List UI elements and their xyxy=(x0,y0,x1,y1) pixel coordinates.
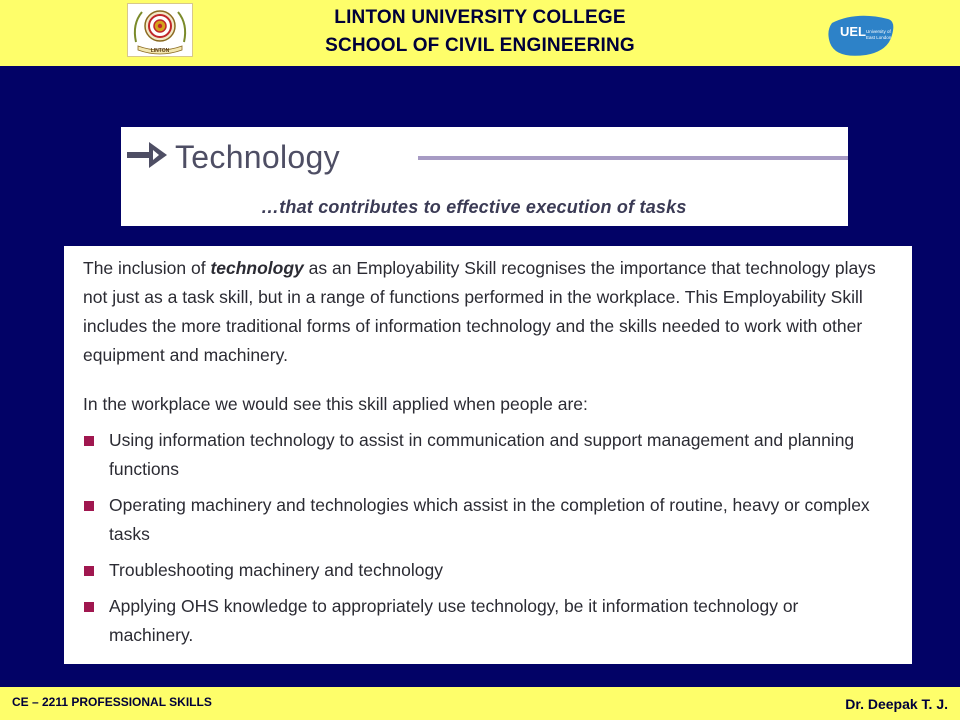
list-item xyxy=(83,491,883,549)
school-title: SCHOOL OF CIVIL ENGINEERING xyxy=(325,35,635,56)
footer-bar xyxy=(0,687,960,720)
arrow-icon xyxy=(127,138,171,172)
paragraph-suffix: as an Employability Skill recognises the importance that technology plays not just as a task skill, but in a range of functions performed in the workplace. This Employability Skill includes the more traditional forms of information technology and the skills needed to work with other equipment and machinery. xyxy=(83,258,876,365)
list-item-text: Troubleshooting machinery and technology xyxy=(109,560,444,580)
header-bar xyxy=(0,0,960,66)
square-bullet-icon xyxy=(84,566,94,576)
square-bullet-icon xyxy=(84,436,94,446)
list-item-text: Applying OHS knowledge to appropriately use technology, be it information technology or machinery. xyxy=(109,596,799,645)
heading-rule xyxy=(418,156,848,160)
slide-subheading: …that contributes to effective execution of tasks xyxy=(261,197,687,217)
uel-logo xyxy=(826,13,898,57)
uel-logo-line1: University of xyxy=(866,29,891,34)
square-bullet-icon xyxy=(84,501,94,511)
uel-logo-line2: East London xyxy=(866,35,892,40)
list-item xyxy=(83,592,883,650)
list-item xyxy=(83,426,883,484)
paragraph-emphasis: technology xyxy=(210,258,304,278)
skills-list xyxy=(83,426,883,657)
paragraph-prefix: The inclusion of xyxy=(83,258,211,278)
author-name: Dr. Deepak T. J. xyxy=(845,696,948,712)
list-item-text: Using information technology to assist in communication and support management and planning functions xyxy=(109,430,855,479)
intro-paragraph xyxy=(83,254,883,370)
slide-heading: Technology xyxy=(175,139,340,175)
uel-logo-mark: UEL xyxy=(840,24,866,39)
list-item xyxy=(83,556,883,585)
content-panel xyxy=(64,246,912,664)
slide-title-panel xyxy=(121,127,848,226)
bullets-intro: In the workplace we would see this skill applied when people are: xyxy=(83,394,588,414)
list-item-text: Operating machinery and technologies which assist in the completion of routine, heavy or complex tasks xyxy=(109,495,870,544)
course-code: CE – 2211 PROFESSIONAL SKILLS xyxy=(12,695,212,709)
college-title: LINTON UNIVERSITY COLLEGE xyxy=(334,7,626,28)
square-bullet-icon xyxy=(84,602,94,612)
linton-logo-text: LINTON xyxy=(150,48,170,54)
